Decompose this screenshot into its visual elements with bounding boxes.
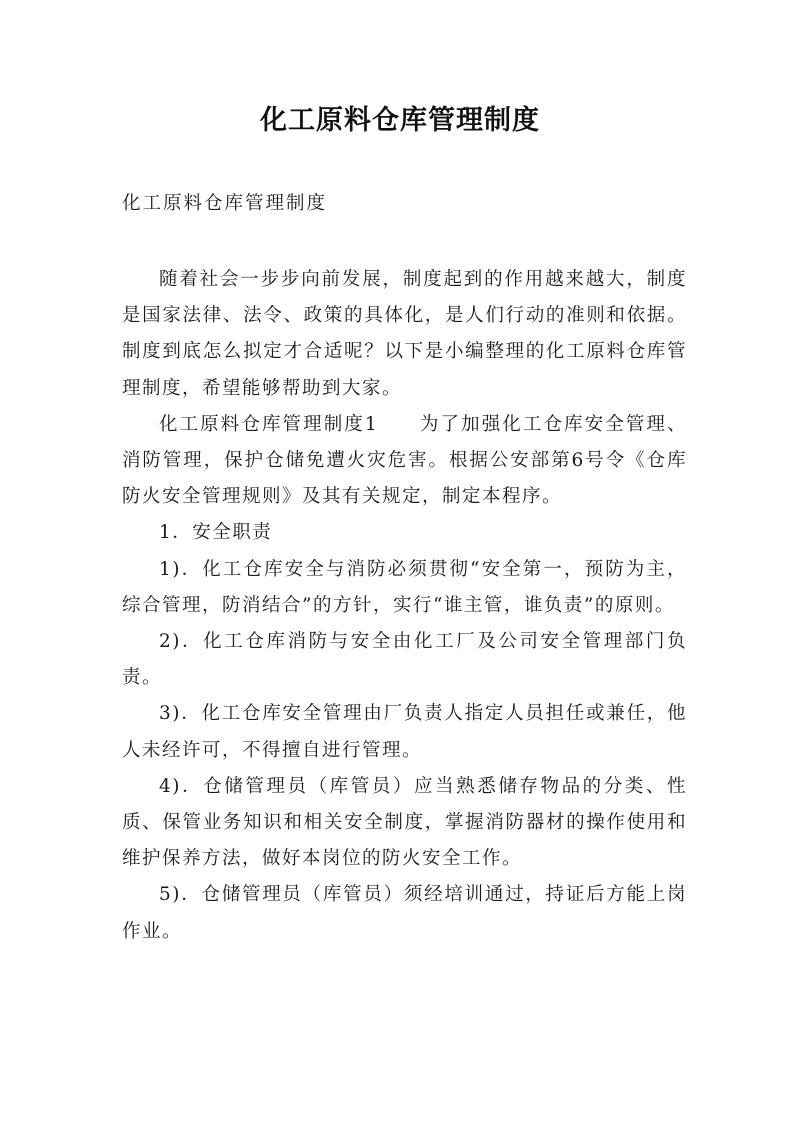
section-heading-safety-duties: 1．安全职责 xyxy=(159,522,273,544)
clause-3: 3)．化工仓库安全管理由厂负责人指定人员担任或兼任，他人未经许可，不得擅自进行管理。 xyxy=(122,703,687,761)
clause-5: 5)．仓储管理员（库管员）须经培训通过，持证后方能上岗作业。 xyxy=(122,884,687,942)
clause-1: 1)．化工仓库安全与消防必须贯彻“安全第一，预防为主，综合管理，防消结合”的方针，实行“谁主管，谁负责”的原则。 xyxy=(122,558,687,616)
clause-2: 2)．化工仓库消防与安全由化工厂及公司安全管理部门负责。 xyxy=(122,631,687,689)
clause-4: 4)．仓储管理员（库管员）应当熟悉储存物品的分类、性质、保管业务知识和相关安全制度，掌握消防器材的操作使用和维护保养方法，做好本岗位的防火安全工作。 xyxy=(122,775,687,870)
purpose-paragraph: 化工原料仓库管理制度1 为了加强化工仓库安全管理、消防管理，保护仓储免遭火灾危害。根据公安部第6号令《仓库防火安全管理规则》及其有关规定，制定本程序。 xyxy=(122,413,687,508)
document-subtitle: 化工原料仓库管理制度 xyxy=(122,193,328,214)
intro-paragraph: 随着社会一步步向前发展，制度起到的作用越来越大，制度是国家法律、法令、政策的具体化，是人们行动的准则和依据。制度到底怎么拟定才合适呢？以下是小编整理的化工原料仓库管理制度，希望能够帮助到大家。 xyxy=(122,269,687,399)
document-title: 化工原料仓库管理制度 xyxy=(260,105,540,136)
document-body xyxy=(122,262,687,950)
